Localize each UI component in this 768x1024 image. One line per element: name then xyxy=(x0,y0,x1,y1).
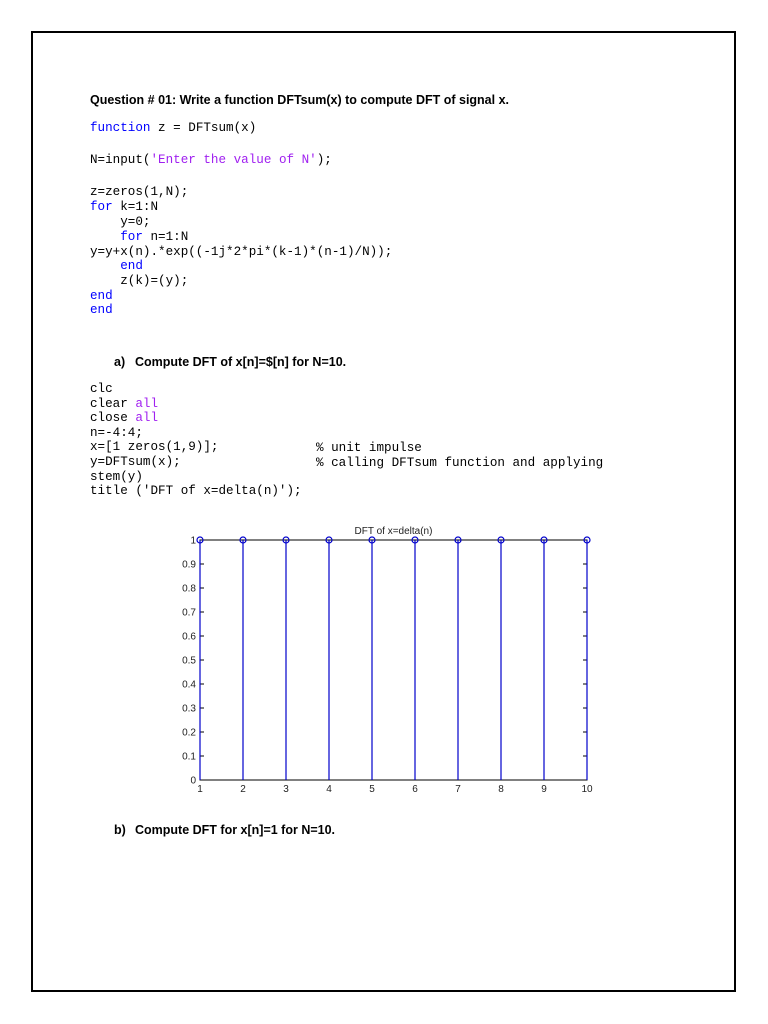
code-text: y=0; xyxy=(90,215,151,229)
code-text: n=-4:4; xyxy=(90,425,143,440)
code-text: y=y+x(n).*exp((-1j*2*pi*(k-1)*(n-1)/N)); xyxy=(90,245,393,259)
code-line xyxy=(90,411,158,425)
stem-chart xyxy=(160,520,600,805)
code-text: z(k)=(y); xyxy=(90,274,189,288)
code-keyword: for xyxy=(120,230,143,244)
x-tick-label: 10 xyxy=(581,784,593,795)
code-line xyxy=(90,382,113,396)
code-text: n=1:N xyxy=(142,230,189,244)
y-tick-label: 0.3 xyxy=(182,703,196,715)
y-tick-label: 0 xyxy=(190,775,196,787)
code-line xyxy=(90,215,150,229)
code-text: z = DFTsum(x) xyxy=(150,121,257,135)
code-line xyxy=(90,470,143,484)
x-tick-label: 6 xyxy=(412,784,418,795)
x-tick-label: 4 xyxy=(326,784,332,795)
code-line xyxy=(90,484,302,498)
code-text: close xyxy=(90,411,136,426)
x-tick-label: 7 xyxy=(455,784,461,795)
code-line xyxy=(90,274,188,288)
question-title: Question # 01: Write a function DFTsum(x) to compute DFT of signal x. xyxy=(90,93,510,107)
code-keyword: for xyxy=(90,200,113,214)
y-tick-label: 0.8 xyxy=(182,583,196,595)
code-comment: % calling DFTsum function and applying xyxy=(316,456,604,470)
code-line xyxy=(90,455,181,469)
code-keyword: function xyxy=(90,121,151,135)
page-border xyxy=(31,31,736,992)
part-a-label: a) xyxy=(114,355,126,369)
code-text: z=zeros(1,N); xyxy=(90,185,189,199)
code-text: clear xyxy=(90,396,136,411)
code-text: clc xyxy=(90,382,113,396)
code-keyword: 'Enter the value of N' xyxy=(150,153,317,167)
code-line xyxy=(90,153,332,167)
code-text: N=input( xyxy=(90,153,151,167)
code-text xyxy=(90,230,120,244)
code-line xyxy=(90,303,113,317)
x-tick-label: 5 xyxy=(369,784,375,795)
code-comment: % unit impulse xyxy=(316,441,422,455)
chart-title: DFT of x=delta(n) xyxy=(354,526,433,537)
code-line xyxy=(90,397,158,411)
code-line xyxy=(90,185,188,199)
code-text: x=[1 zeros(1,9)]; xyxy=(90,440,219,455)
code-keyword: end xyxy=(90,289,113,303)
y-tick-label: 0.7 xyxy=(182,607,196,619)
code-line xyxy=(90,121,256,135)
y-tick-label: 0.6 xyxy=(182,631,196,643)
code-keyword: all xyxy=(135,411,159,426)
x-tick-label: 8 xyxy=(498,784,504,795)
code-line xyxy=(90,440,218,454)
code-line xyxy=(90,230,188,244)
part-b-title: Compute DFT for x[n]=1 for N=10. xyxy=(135,823,336,837)
x-tick-label: 2 xyxy=(240,784,246,795)
code-text: ); xyxy=(316,153,332,167)
y-tick-label: 0.4 xyxy=(182,679,196,691)
code-line xyxy=(90,200,158,214)
y-tick-label: 0.9 xyxy=(182,559,196,571)
y-tick-label: 1 xyxy=(190,535,196,547)
code-line xyxy=(90,426,143,440)
code-line xyxy=(90,289,113,303)
code-text: title ('DFT of x=delta(n)'); xyxy=(90,484,302,499)
y-tick-label: 0.2 xyxy=(182,727,196,739)
code-line xyxy=(90,245,392,259)
code-line xyxy=(90,259,143,273)
code-text: stem(y) xyxy=(90,469,143,484)
part-b-label: b) xyxy=(114,823,126,837)
x-tick-label: 3 xyxy=(283,784,289,795)
code-text: k=1:N xyxy=(112,200,159,214)
code-text xyxy=(90,259,120,273)
code-keyword: end xyxy=(90,303,113,317)
code-text: y=DFTsum(x); xyxy=(90,455,181,469)
x-tick-label: 9 xyxy=(541,784,547,795)
y-tick-label: 0.5 xyxy=(182,655,196,667)
y-tick-label: 0.1 xyxy=(182,751,196,763)
code-keyword: all xyxy=(135,396,159,411)
axes-box xyxy=(200,540,587,780)
part-a-title: Compute DFT of x[n]=$[n] for N=10. xyxy=(135,355,347,369)
x-tick-label: 1 xyxy=(197,784,203,795)
code-keyword: end xyxy=(120,259,143,273)
